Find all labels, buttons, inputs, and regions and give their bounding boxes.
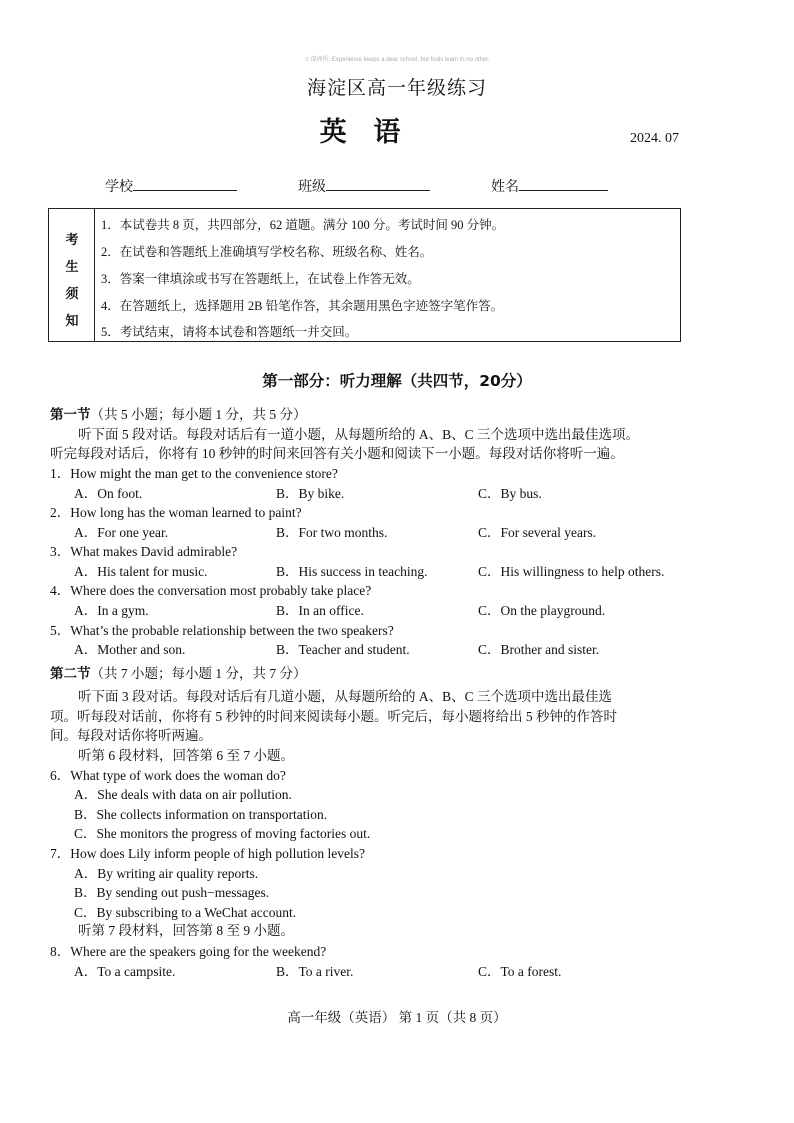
option-a: A．On foot. [74,486,143,501]
notice-heading-char: 须 [65,286,79,301]
page-footer: 高一年级（英语） 第 1 页（共 8 页） [287,1010,507,1025]
question-stem: 4．Where does the conversation most probably take place? [50,583,372,598]
school-label: 学校 [105,180,133,195]
part1-title: 第一部分：听力理解（共四节，20分） [262,372,532,390]
option-a: A．In a gym. [74,603,149,618]
option-a: A．By writing air quality reports. [74,866,259,881]
exam-date: 2024. 07 [630,131,679,146]
question-stem: 2．How long has the woman learned to paint? [50,505,302,520]
option-c: C．She monitors the progress of moving factories out. [74,826,371,841]
option-b: B．By sending out push−messages. [74,885,270,900]
class-field [298,176,430,196]
section1-label: 第一节 [50,407,91,422]
option-a: A．Mother and son. [74,642,186,657]
option-c: C．By subscribing to a WeChat account. [74,905,297,920]
notice-item: 1．本试卷共 8 页，共四部分，62 道题。满分 100 分。考试时间 90 分钟。 [101,218,505,232]
exam-notice-box [48,208,681,342]
name-field [491,176,608,196]
option-c: C．His willingness to help others. [478,564,665,579]
question-stem: 1．How might the man get to the convenience store? [50,466,338,481]
option-a: A．She deals with data on air pollution. [74,787,292,802]
school-blank [133,176,237,191]
section1-instruction: 听下面 5 段对话。每段对话后有一道小题，从每题所给的 A、B、C 三个选项中选出最佳选项。 [78,427,640,442]
exam-title: 海淀区高一年级练习 [306,78,487,99]
option-b: B．In an office. [276,603,364,618]
option-b: B．His success in teaching. [276,564,428,579]
section1-instruction: 听完每段对话后，你将有 10 秒钟的时间来回答有关小题和阅读下一小题。每段对话你将听一遍。 [50,446,624,461]
question-stem: 5．What’s the probable relationship between the two speakers? [50,623,394,638]
section2-info: （共 7 小题；每小题 1 分，共 7 分） [90,666,307,681]
section2-instruction: 间。每段对话你将听两遍。 [50,728,212,743]
option-a: A．To a campsite. [74,964,176,979]
name-blank [519,176,608,191]
option-c: C．Brother and sister. [478,642,600,657]
option-b: B．Teacher and student. [276,642,410,657]
notice-item: 5．考试结束，请将本试卷和答题纸一并交回。 [101,325,358,339]
question-stem: 7．How does Lily inform people of high pollution levels? [50,846,365,861]
class-blank [326,176,430,191]
option-b: B．For two months. [276,525,388,540]
option-c: C．For several years. [478,525,597,540]
option-b: B．She collects information on transportation. [74,807,328,822]
notice-heading-char: 生 [65,259,79,274]
notice-item: 3．答案一律填涂或书写在答题纸上，在试卷上作答无效。 [101,272,420,286]
section1-header [50,403,307,423]
section2-instruction: 项。听每段对话前，你将有 5 秒钟的时间来阅读每小题。听完后，每小题将给出 5 秒钟的作答时 [50,709,617,724]
notice-item: 2．在试卷和答题纸上准确填写学校名称、班级名称、姓名。 [101,245,433,259]
option-b: B．By bike. [276,486,345,501]
section1-info: （共 5 小题；每小题 1 分，共 5 分） [90,407,307,422]
school-field [105,176,237,196]
option-c: C．To a forest. [478,964,562,979]
notice-heading-char: 考 [65,232,79,247]
section2-instruction: 听下面 3 段对话。每段对话后有几道小题，从每题所给的 A、B、C 三个选项中选出最佳选 [78,689,613,704]
question-stem: 8．Where are the speakers going for the weekend? [50,944,327,959]
subject-title: 英 语 [319,117,411,147]
notice-item: 4．在答题纸上，选择题用 2B 铅笔作答，其余题用黑色字迹签字笔作答。 [101,299,504,313]
option-b: B．To a river. [276,964,354,979]
option-a: A．For one year. [74,525,169,540]
option-a: A．His talent for music. [74,564,208,579]
name-label: 姓名 [491,180,519,195]
section2-header [50,662,307,682]
notice-heading [49,209,95,341]
notice-heading-char: 知 [65,313,79,328]
option-c: C．By bus. [478,486,542,501]
watermark: ☺深圳所: Experience keeps a dear school, but fools learn in no other. [304,57,490,63]
question-stem: 6．What type of work does the woman do? [50,768,286,783]
class-label: 班级 [298,180,326,195]
section2-label: 第二节 [50,666,91,681]
option-c: C．On the playground. [478,603,606,618]
material-instruction: 听第 6 段材料，回答第 6 至 7 小题。 [78,748,294,763]
material-instruction: 听第 7 段材料，回答第 8 至 9 小题。 [78,923,294,938]
question-stem: 3．What makes David admirable? [50,544,238,559]
